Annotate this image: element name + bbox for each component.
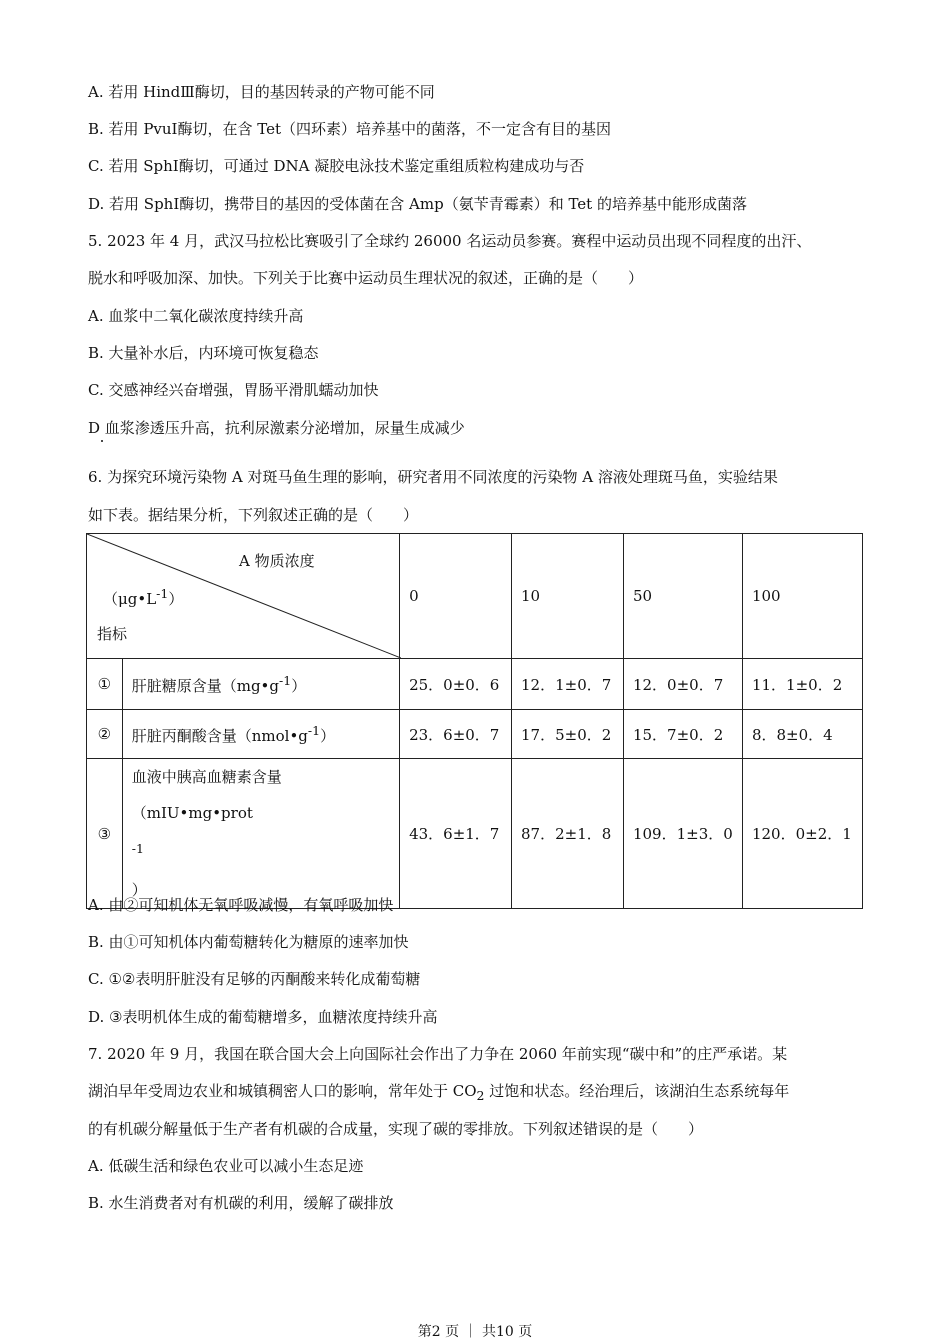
row-label: 血液中胰高血糖素含量 （mIU•mg•prot $^{-1}$ ） — [122, 759, 399, 909]
q4-option-c: C. 若用 SphⅠ酶切，可通过 DNA 凝胶电泳技术鉴定重组质粒构建成功与否 — [88, 157, 585, 175]
q7-stem-line-2: 湖泊早年受周边农业和城镇稠密人口的影响，常年处于 $CO_2$ 过饱和状态。经治理后，该湖泊生态系统每年 — [88, 1082, 790, 1103]
q4-option-b: B. 若用 PvuⅠ酶切，在含 Tet（四环素）培养基中的菌落，不一定含有目的基因 — [88, 120, 611, 138]
column-header: 10 — [512, 534, 624, 659]
q6-stem-line-1: 6. 为探究环境污染物 A 对斑马鱼生理的影响，研究者用不同浓度的污染物 A 溶液处理斑马鱼，实验结果 — [88, 468, 778, 486]
q6-option-a: A. 由②可知机体无氧呼吸减慢，有氧呼吸加快 — [88, 896, 394, 914]
q5-option-a: A. 血浆中二氧化碳浓度持续升高 — [88, 307, 304, 325]
q6-option-d: D. ③表明机体生成的葡萄糖增多，血糖浓度持续升高 — [88, 1008, 438, 1026]
column-header: 0 — [400, 534, 512, 659]
table-cell: 12．0±0．7 — [623, 659, 742, 710]
q6-option-b: B. 由①可知机体内葡萄糖转化为糖原的速率加快 — [88, 933, 409, 951]
q7-option-b: B. 水生消费者对有机碳的利用，缓解了碳排放 — [88, 1194, 394, 1212]
page-footer: 第2 页 ｜ 共10 页 — [417, 1324, 533, 1340]
row-index: ② — [87, 710, 123, 759]
stray-dot — [101, 440, 103, 442]
table-cell: 120．0±2．1 — [742, 759, 862, 909]
table-cell: 8．8±0．4 — [742, 710, 862, 759]
table-cell: 23．6±0．7 — [400, 710, 512, 759]
column-header: 50 — [623, 534, 742, 659]
q4-option-d: D. 若用 SphⅠ酶切，携带目的基因的受体菌在含 Amp（氨苄青霉素）和 Tet 的培养基中能形成菌落 — [88, 195, 747, 213]
q5-stem-line-2: 脱水和呼吸加深、加快。下列关于比赛中运动员生理状况的叙述，正确的是（ ） — [88, 269, 644, 287]
q6-option-c: C. ①②表明肝脏没有足够的丙酮酸来转化成葡萄糖 — [88, 970, 421, 988]
table-cell: 17．5±0．2 — [512, 710, 624, 759]
q7-option-a: A. 低碳生活和绿色农业可以减小生态足迹 — [88, 1157, 364, 1175]
table-cell: 15．7±0．2 — [623, 710, 742, 759]
table-cell: 109．1±3．0 — [623, 759, 742, 909]
q4-option-a: A. 若用 HindⅢ酶切，目的基因转录的产物可能不同 — [88, 83, 435, 101]
table-cell: 25．0±0．6 — [400, 659, 512, 710]
q6-stem-line-2: 如下表。据结果分析，下列叙述正确的是（ ） — [88, 506, 419, 524]
diagonal-header-cell — [87, 534, 400, 659]
q5-option-d: D 血浆渗透压升高，抗利尿激素分泌增加，尿量生成减少 — [88, 419, 465, 437]
column-header: 100 — [742, 534, 862, 659]
row-index: ① — [87, 659, 123, 710]
q7-stem-line-1: 7. 2020 年 9 月，我国在联合国大会上向国际社会作出了力争在 2060 年前实现“碳中和”的庄严承诺。某 — [88, 1045, 788, 1063]
table-row — [87, 759, 863, 909]
table-cell: 43．6±1．7 — [400, 759, 512, 909]
table-header-row — [87, 534, 863, 659]
q5-option-b: B. 大量补水后，内环境可恢复稳态 — [88, 344, 319, 362]
table-row — [87, 710, 863, 759]
table-cell: 87．2±1．8 — [512, 759, 624, 909]
q7-stem-line-3: 的有机碳分解量低于生产者有机碳的合成量，实现了碳的零排放。下列叙述错误的是（ ） — [88, 1120, 704, 1138]
q5-stem-line-1: 5. 2023 年 4 月，武汉马拉松比赛吸引了全球约 26000 名运动员参赛。赛程中运动员出现不同程度的出汗、 — [88, 232, 812, 250]
header-unit: $(\mu g•L^{-1})$ — [103, 586, 184, 608]
table-cell: 11．1±0．2 — [742, 659, 862, 710]
table-cell: 12．1±0．7 — [512, 659, 624, 710]
results-table — [86, 533, 863, 909]
q5-option-c: C. 交感神经兴奋增强，胃肠平滑肌蠕动加快 — [88, 381, 379, 399]
table-row — [87, 659, 863, 710]
header-indicator-label: 指标 — [97, 625, 128, 643]
row-label: 肝脏丙酮酸含量$(nmol•g^{-1})$ — [122, 710, 399, 759]
row-index: ③ — [87, 759, 123, 909]
row-label: 肝脏糖原含量$(mg•g^{-1})$ — [122, 659, 399, 710]
header-concentration-label: A 物质浓度 — [239, 552, 315, 570]
